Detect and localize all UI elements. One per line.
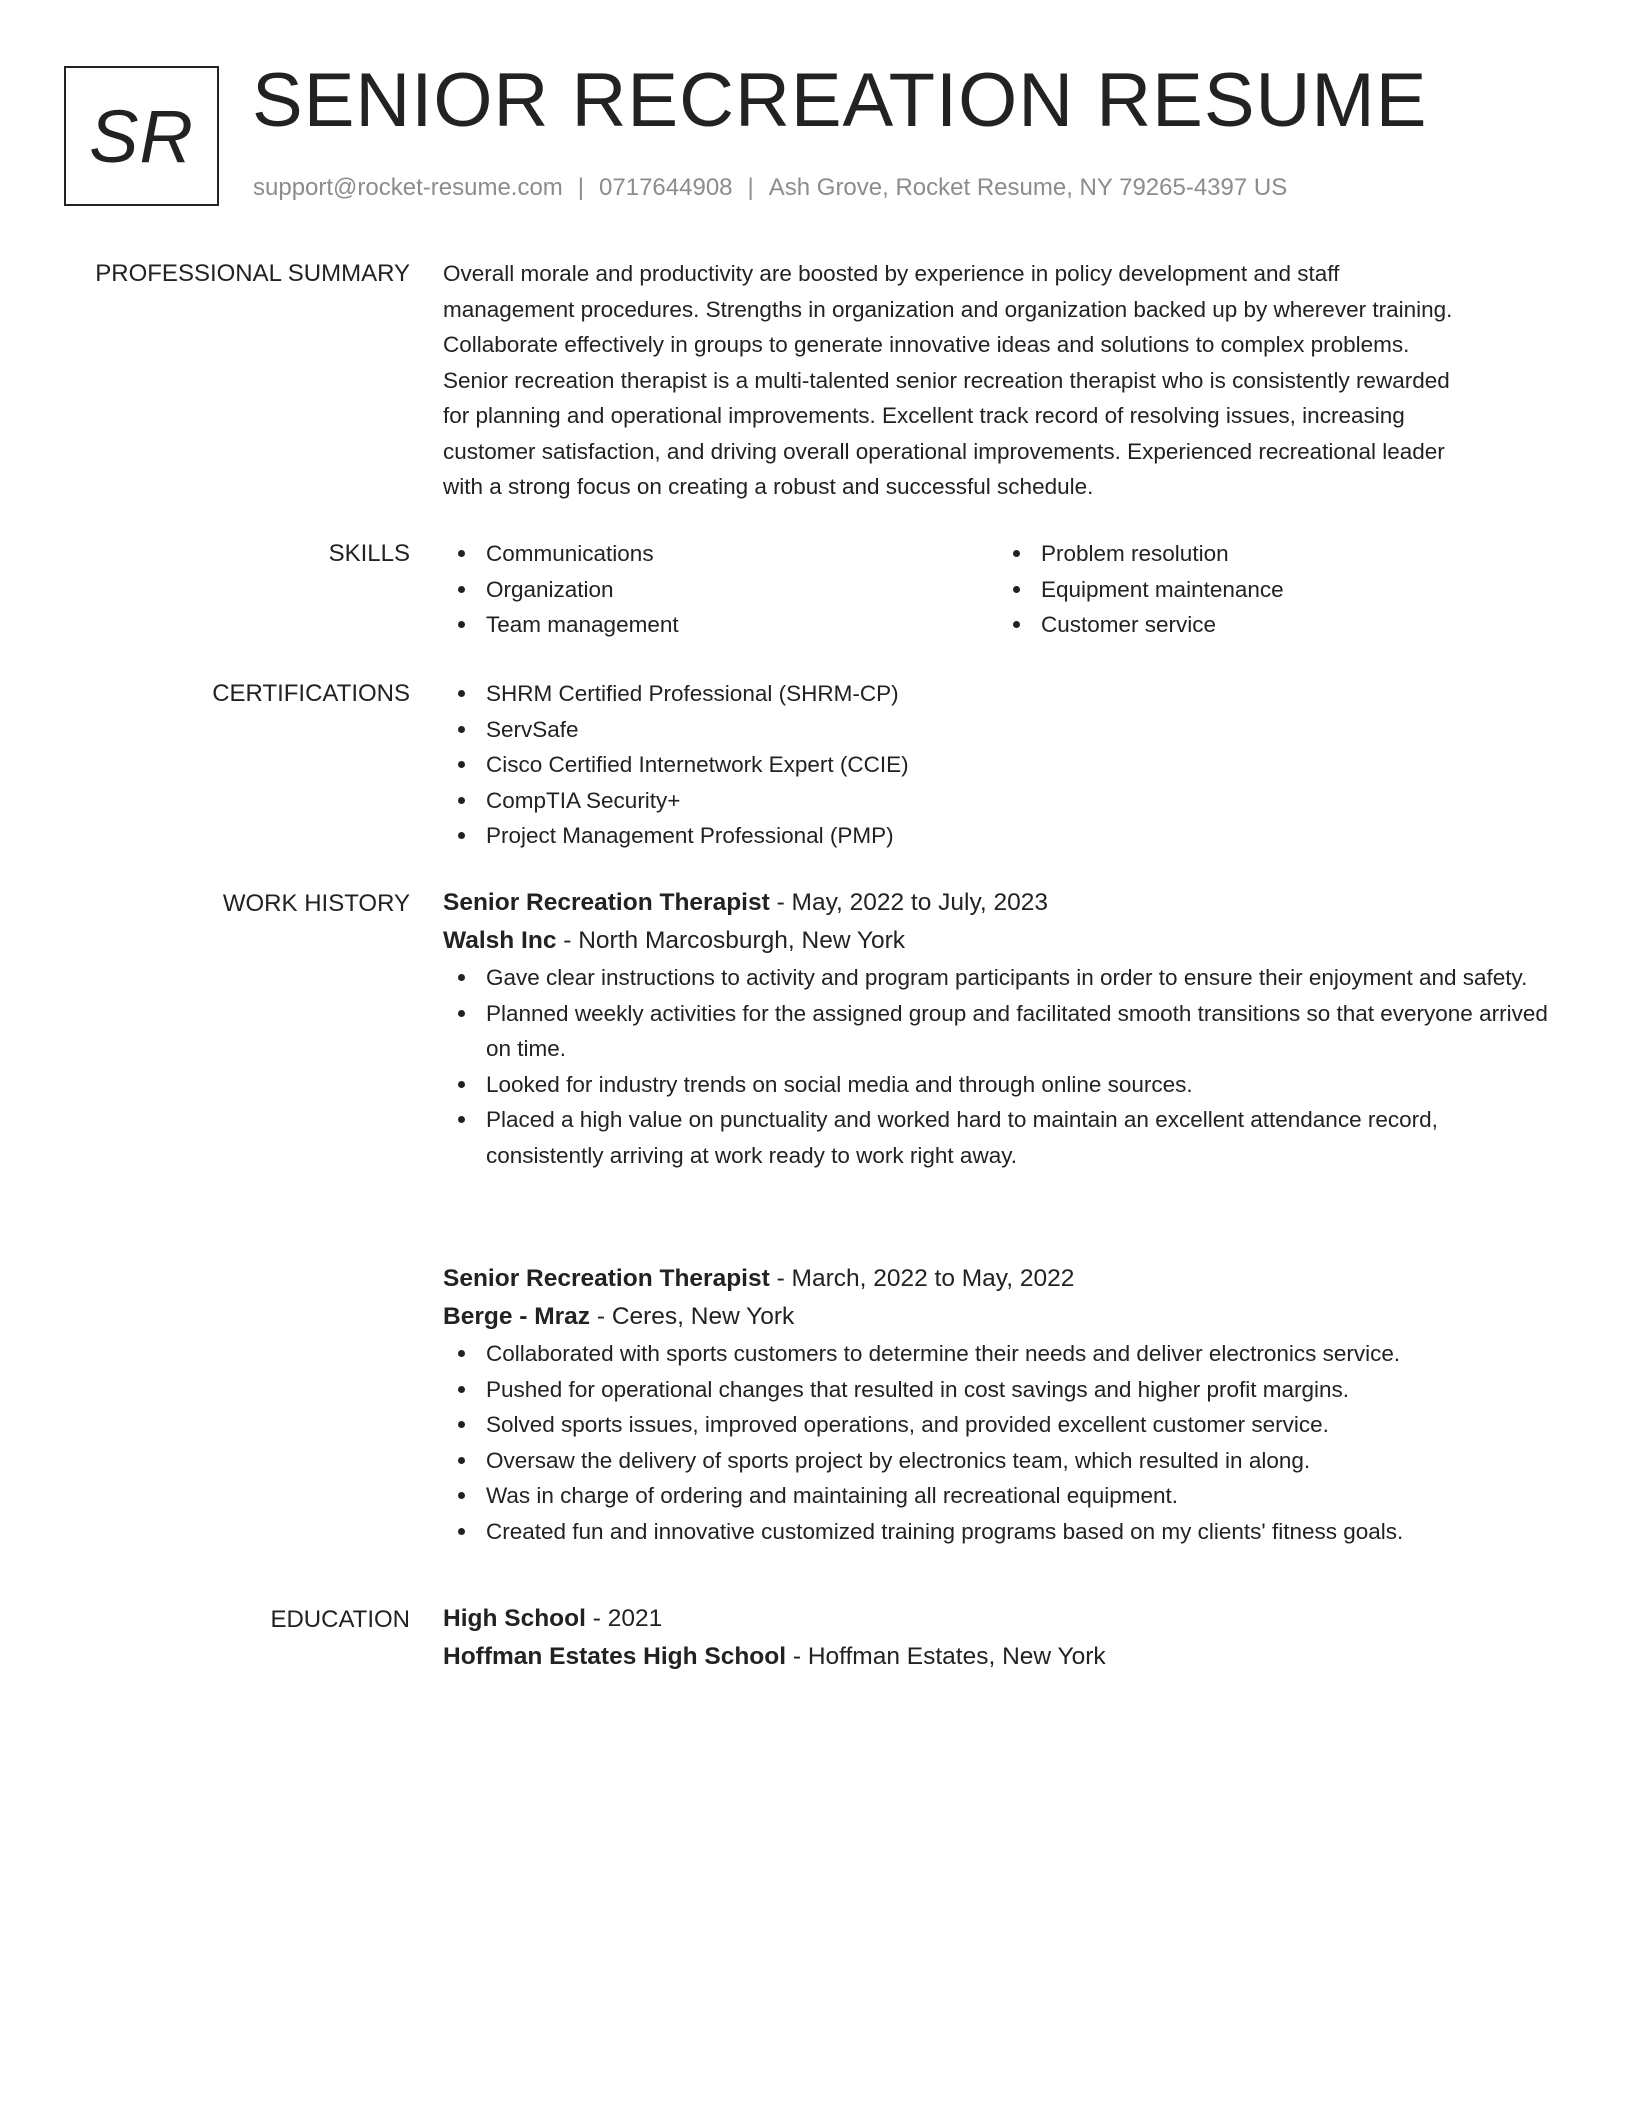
monogram-initials: SR — [89, 94, 194, 178]
job-company-line — [443, 1298, 1553, 1336]
certifications-heading: CERTIFICATIONS — [212, 680, 410, 707]
certification-item: Cisco Certified Internetwork Expert (CCIE) — [486, 747, 1553, 783]
monogram-logo — [64, 66, 219, 206]
contact-phone: 0717644908 — [599, 174, 733, 201]
job-entry — [443, 1260, 1553, 1549]
job-entry — [443, 884, 1553, 1173]
job-bullets — [443, 1336, 1553, 1549]
job-bullet: Planned weekly activities for the assigned group and facilitated smooth transitions so that everyone arrived on time. — [486, 996, 1553, 1067]
skills-list — [443, 536, 1553, 643]
skill-item: Organization — [486, 572, 998, 608]
job-bullet: Solved sports issues, improved operations, and provided excellent customer service. — [486, 1407, 1553, 1443]
job-bullet: Oversaw the delivery of sports project by electronics team, which resulted in along. — [486, 1443, 1553, 1479]
job-bullet: Was in charge of ordering and maintaining all recreational equipment. — [486, 1478, 1553, 1514]
skill-item: Team management — [486, 607, 998, 643]
education-heading: EDUCATION — [270, 1606, 410, 1633]
education-location: - Hoffman Estates, New York — [786, 1643, 1106, 1670]
skill-item: Communications — [486, 536, 998, 572]
document-title: SENIOR RECREATION RESUME — [252, 58, 1428, 143]
education-school-line — [443, 1638, 1553, 1676]
job-bullet: Created fun and innovative customized training programs based on my clients' fitness goals. — [486, 1514, 1553, 1550]
job-dates: - May, 2022 to July, 2023 — [769, 889, 1049, 916]
certifications-list — [443, 676, 1553, 854]
job-title-line — [443, 1260, 1553, 1298]
job-location: - Ceres, New York — [590, 1303, 795, 1330]
education-entry — [443, 1600, 1553, 1676]
summary-heading: PROFESSIONAL SUMMARY — [95, 260, 410, 287]
job-title: Senior Recreation Therapist — [443, 889, 770, 916]
certification-item: Project Management Professional (PMP) — [486, 818, 1553, 854]
education-degree: High School — [443, 1605, 586, 1632]
summary-line: with a strong focus on creating a robust and successful schedule. — [443, 474, 1094, 499]
job-company: Walsh Inc — [443, 927, 557, 954]
job-location: - North Marcosburgh, New York — [556, 927, 906, 954]
skill-item: Problem resolution — [1041, 536, 1553, 572]
contact-address: Ash Grove, Rocket Resume, NY 79265-4397 US — [768, 174, 1288, 201]
education-year: - 2021 — [585, 1605, 663, 1632]
skill-item: Customer service — [1041, 607, 1553, 643]
job-bullet: Looked for industry trends on social media and through online sources. — [486, 1067, 1553, 1103]
job-bullet: Pushed for operational changes that resulted in cost savings and higher profit margins. — [486, 1372, 1553, 1408]
skills-column-right — [998, 536, 1553, 643]
work-history-heading: WORK HISTORY — [222, 890, 410, 917]
education-school: Hoffman Estates High School — [443, 1643, 787, 1670]
job-title: Senior Recreation Therapist — [443, 1265, 770, 1292]
skills-heading: SKILLS — [328, 540, 410, 567]
job-company-line — [443, 922, 1553, 960]
summary-text — [443, 256, 1553, 505]
summary-line: Overall morale and productivity are boosted by experience in policy development and staff — [443, 261, 1340, 286]
summary-line: for planning and operational improvements. Excellent track record of resolving issues, increasing — [443, 403, 1405, 428]
contact-line — [253, 172, 1287, 204]
job-bullets — [443, 960, 1553, 1173]
summary-line: management procedures. Strengths in organization and organization backed up by wherever training. — [443, 296, 1453, 322]
contact-email: support@rocket-resume.com — [253, 174, 563, 201]
summary-line: customer satisfaction, and driving overall operational improvements. Experienced recreational leader — [443, 438, 1445, 464]
certification-item: ServSafe — [486, 712, 1553, 748]
skill-item: Equipment maintenance — [1041, 572, 1553, 608]
job-title-line — [443, 884, 1553, 922]
certification-item: SHRM Certified Professional (SHRM-CP) — [486, 676, 1553, 712]
summary-line: Collaborate effectively in groups to generate innovative ideas and solutions to complex problems. — [443, 332, 1410, 357]
job-dates: - March, 2022 to May, 2022 — [769, 1265, 1075, 1292]
summary-line: Senior recreation therapist is a multi-talented senior recreation therapist who is consistently rewarded — [443, 367, 1450, 393]
job-bullet: Gave clear instructions to activity and program participants in order to ensure their enjoyment and safety. — [486, 960, 1553, 996]
contact-separator: | — [577, 174, 585, 201]
certification-item: CompTIA Security+ — [486, 783, 1553, 819]
job-bullet: Collaborated with sports customers to determine their needs and deliver electronics service. — [486, 1336, 1553, 1372]
job-bullet: Placed a high value on punctuality and worked hard to maintain an excellent attendance record, consistently arriving at work ready to work right away. — [486, 1102, 1553, 1173]
skills-column-left — [443, 536, 998, 643]
contact-separator: | — [747, 174, 754, 201]
job-company: Berge - Mraz — [443, 1303, 591, 1330]
education-degree-line — [443, 1600, 1553, 1638]
